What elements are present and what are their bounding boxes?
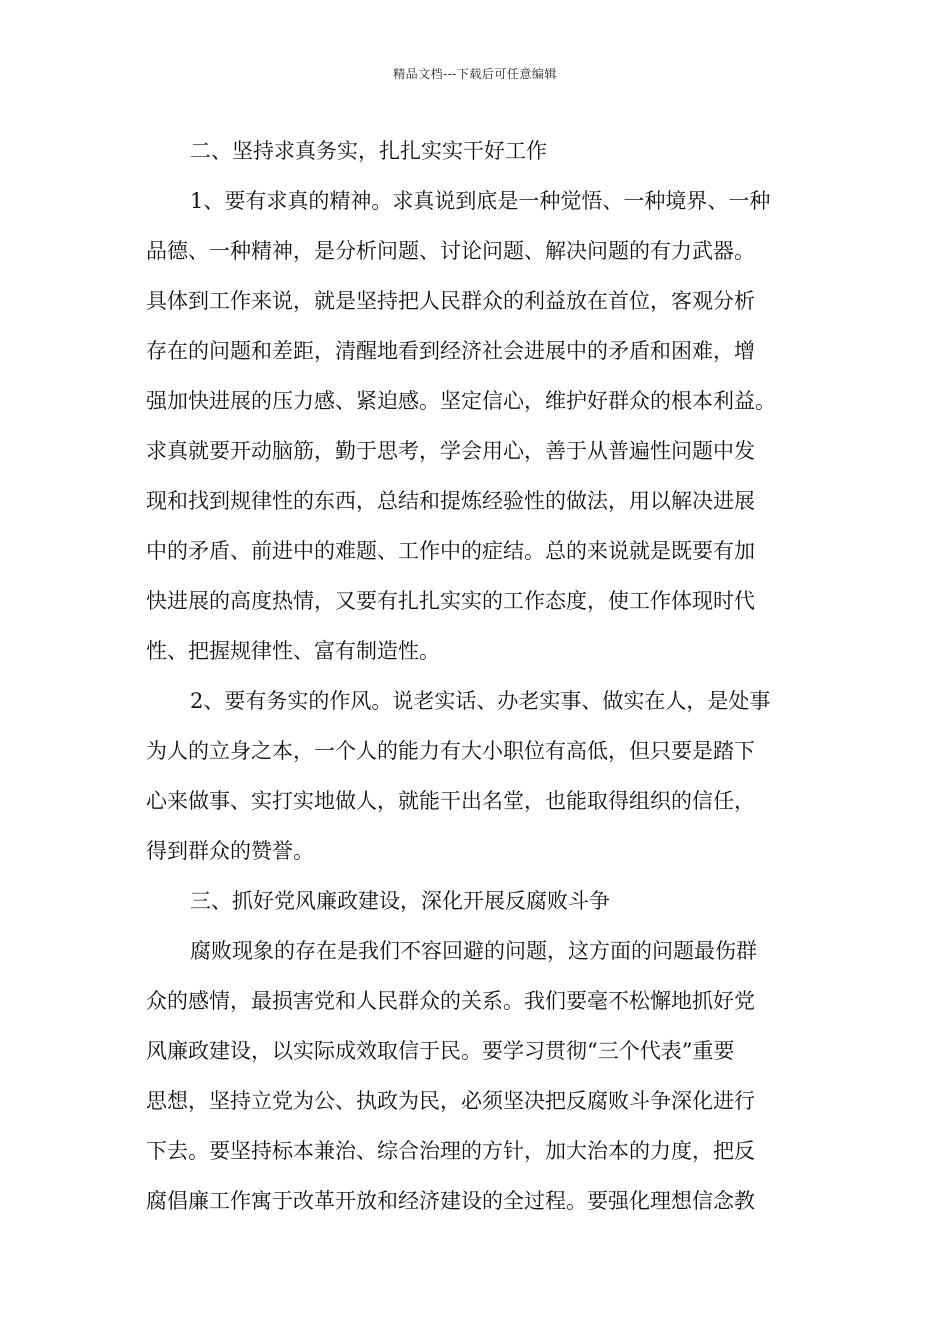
- document-body: [146, 126, 814, 1226]
- text-line: 众的感情，最损害党和人民群众的关系。我们要毫不松懈地抓好党: [146, 989, 755, 1013]
- text-line: 求真就要开动脑筋，勤于思考，学会用心，善于从普遍性问题中发: [146, 439, 755, 463]
- text-line: 二、坚持求真务实，扎扎实实干好工作: [190, 139, 547, 163]
- text-line: 思想，坚持立党为公、执政为民，必须坚决把反腐败斗争深化进行: [146, 1089, 755, 1113]
- text-line: 2、要有务实的作风。说老实话、办老实事、做实在人，是处事: [190, 689, 771, 713]
- text-line: 1、要有求真的精神。求真说到底是一种觉悟、一种境界、一种: [190, 189, 771, 213]
- text-line: 下去。要坚持标本兼治、综合治理的方针，加大治本的力度，把反: [146, 1139, 755, 1163]
- text-line: 中的矛盾、前进中的难题、工作中的症结。总的来说就是既要有加: [146, 539, 755, 563]
- text-line: 快进展的高度热情，又要有扎扎实实的工作态度，使工作体现时代: [146, 589, 755, 613]
- text-line: 风廉政建设，以实际成效取信于民。要学习贯彻“三个代表”重要: [146, 1039, 735, 1063]
- text-line: 强加快进展的压力感、紧迫感。坚定信心，维护好群众的根本利益。: [146, 389, 776, 413]
- text-line: 为人的立身之本，一个人的能力有大小职位有高低，但只要是踏下: [146, 739, 755, 763]
- page-header: 精品文档---下载后可任意编辑: [393, 67, 557, 81]
- text-line: 腐倡廉工作寓于改革开放和经济建设的全过程。要强化理想信念教: [146, 1189, 755, 1213]
- text-line: 品德、一种精神，是分析问题、讨论问题、解决问题的有力武器。: [146, 239, 755, 263]
- text-line: 现和找到规律性的东西，总结和提炼经验性的做法，用以解决进展: [146, 489, 755, 513]
- text-line: 腐败现象的存在是我们不容回避的问题，这方面的问题最伤群: [190, 939, 757, 963]
- text-line: 性、把握规律性、富有制造性。: [146, 639, 440, 663]
- text-line: 心来做事、实打实地做人，就能干出名堂，也能取得组织的信任，: [146, 789, 755, 813]
- text-line: 得到群众的赞誉。: [146, 839, 314, 863]
- text-line: 三、抓好党风廉政建设，深化开展反腐败斗争: [190, 889, 610, 913]
- text-line: 存在的问题和差距，清醒地看到经济社会进展中的矛盾和困难，增: [146, 339, 755, 363]
- text-line: 具体到工作来说，就是坚持把人民群众的利益放在首位，客观分析: [146, 289, 755, 313]
